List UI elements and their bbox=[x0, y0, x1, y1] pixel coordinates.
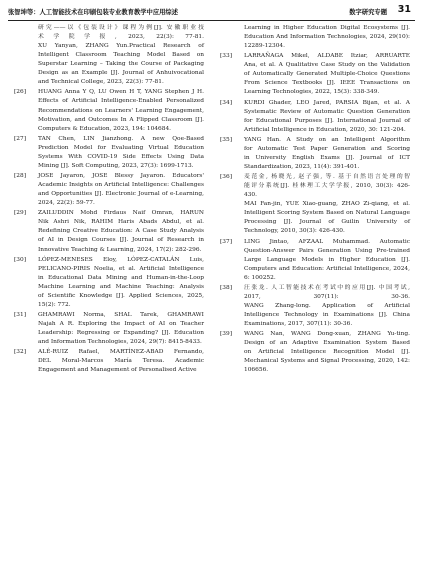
reference-line: MAI Fan-jin, YUE Xiao-guang, ZHAO Zi-qiang, et al. bbox=[244, 201, 410, 208]
header-rule bbox=[8, 20, 415, 21]
reference-line: of Automatically Generated Multiple-Choice Questions bbox=[244, 71, 410, 78]
reference-line: Design of an Adaptive Examination System Based bbox=[244, 340, 410, 347]
reference-line: Recommendations on Learners' Learning Engagement, bbox=[38, 107, 204, 114]
reference-line: Examinations, 2017, 307(11): 30-36. bbox=[244, 321, 353, 328]
reference-line: Intelligent Classroom Teaching Model Based on bbox=[38, 52, 204, 59]
reference-line: for Educational Purposes [J]. International Journal of bbox=[244, 117, 410, 124]
reference-line: and Opportunities [J]. Electronic Journal of e-Learning, bbox=[38, 191, 204, 198]
reference-line: of AI in Design Courses [J]. Journal of Research in bbox=[38, 237, 204, 244]
reference-line: Standardization, 2023, 11(4): 391-401. bbox=[244, 163, 360, 170]
reference-line: and Information Technologies, 2024, 29(7): 8415-8433. bbox=[38, 339, 202, 346]
reference-line: Ana, et al. A Qualitative Case Study on the Validation bbox=[244, 62, 410, 69]
reference-entry bbox=[14, 311, 204, 347]
reference-entry bbox=[14, 172, 204, 208]
reference-line: Artificial Intelligence in Education, 2020, 30: 121-204. bbox=[244, 126, 406, 133]
reference-line: Intelligence Technology in Examinations [J]. China bbox=[244, 312, 410, 319]
reference-line: PELICANO-PIRIS Noelia, et al. Artificial Intelligence bbox=[38, 265, 204, 272]
reference-line: Computers and Education: Artificial Intelligence, 2024, bbox=[244, 265, 410, 272]
reference-line: Mechanical Systems and Signal Processing, 2020, 142: bbox=[244, 358, 410, 365]
reference-line: GHAMRAWI Norma, SHAL Tarek, GHAMRAWI bbox=[38, 312, 204, 319]
reference-line: on Artificial Intelligence Recognition Model [J]. bbox=[244, 349, 410, 356]
reference-line: Mining [J]. Soft Computing, 2023, 27(3): 1699-1713. bbox=[38, 162, 194, 169]
reference-number: [39] bbox=[220, 331, 232, 338]
reference-entry bbox=[220, 238, 410, 283]
references-right-column bbox=[220, 24, 410, 377]
reference-number: [29] bbox=[14, 210, 26, 217]
reference-line: for Automatic Test Paper Generation and Scoring bbox=[244, 145, 410, 152]
reference-line: JOSE Jayaron, JOSE Blessy Jayaron. Educators' bbox=[38, 173, 204, 180]
reference-number: [35] bbox=[220, 136, 232, 143]
reference-line: in Educational Data Mining and Human-in-the-Loop bbox=[38, 274, 204, 281]
reference-entry bbox=[14, 256, 204, 310]
reference-line: Question-Answer Pairs Generation Using Pre-trained bbox=[244, 247, 410, 254]
reference-line: Leadership: Regressing or Expanding? [J]. Education bbox=[38, 330, 204, 337]
reference-line: Motivation, and Outcomes In A Flipped Classroom [J]. bbox=[38, 116, 204, 123]
reference-entry bbox=[220, 24, 410, 51]
reference-line: Education And Information Technologies, 2024, 29(10): bbox=[244, 34, 410, 41]
reference-line: and Technical College, 2023, 22(3): 77-81. bbox=[38, 79, 164, 86]
reference-entry bbox=[220, 173, 410, 236]
reference-entry bbox=[14, 88, 204, 133]
reference-line: 6: 100252. bbox=[244, 274, 276, 281]
reference-line: Machine Learning and Machine Teaching: Analysis bbox=[38, 283, 204, 290]
reference-line: of Scientific Knowledge [J]. Applied Sciences, 2025, bbox=[38, 292, 204, 299]
reference-line: 汪张龙. 人工智能技术在考试中的应用[J]. 中国考试, bbox=[244, 284, 410, 291]
reference-line: LÓPEZ-MENESES Eloy, LÓPEZ-CATALÁN Luis, bbox=[38, 256, 204, 263]
reference-entry bbox=[14, 24, 204, 87]
reference-line: KURDI Ghader, LEO Jared, PARSIA Bijan, et al. A bbox=[244, 99, 410, 106]
reference-line: Computers & Education, 2023, 194: 104684. bbox=[38, 125, 172, 132]
reference-line: Effects of Artificial Intelligence-Enabled Personalized bbox=[38, 98, 204, 105]
reference-line: TAN Chen, LIN Jianzhong. A new Qoe-Based bbox=[38, 135, 204, 142]
reference-line: Design as an Example [J]. Journal of Anhuivocational bbox=[38, 70, 204, 77]
reference-entry bbox=[14, 135, 204, 171]
reference-line: Processing [J]. Journal of Guilin University of bbox=[244, 219, 410, 226]
reference-line: DEL Moral-Marcos María Teresa. Academic bbox=[38, 358, 204, 365]
references-left-column bbox=[14, 24, 204, 377]
reference-number: [34] bbox=[220, 99, 232, 106]
reference-number: [31] bbox=[14, 312, 26, 319]
reference-line: WANG Nan, WANG Dong-xuan, ZHANG Yu-ting. bbox=[244, 331, 410, 338]
reference-entry bbox=[14, 209, 204, 254]
reference-line: LING Jintao, AFZAAL Muhammad. Automatic bbox=[244, 238, 410, 245]
reference-entry bbox=[220, 99, 410, 135]
reference-line: Technology, 2010, 30(3): 426-430. bbox=[244, 228, 345, 235]
reference-line: Intelligent Scoring System Based on Natural Language bbox=[244, 210, 410, 217]
reference-line: Learning in Higher Education Digital Ecosystems [J]. bbox=[244, 25, 410, 31]
reference-line: Large Language Models in Higher Education [J]. bbox=[244, 256, 410, 263]
reference-line: 12289-12304. bbox=[244, 43, 286, 50]
reference-entry bbox=[14, 348, 204, 375]
reference-line: Superstar Learning – Taking the Course of Packaging bbox=[38, 61, 204, 68]
reference-line: XU Yanyan, ZHANG Yun.Practical Research of bbox=[38, 43, 204, 50]
reference-line: WANG Zhang-long. Application of Artificial bbox=[244, 302, 410, 309]
reference-number: [27] bbox=[14, 135, 26, 142]
reference-number: [38] bbox=[220, 284, 232, 291]
reference-line: 术学院学报, 2023, 22(3): 77-81. bbox=[38, 34, 204, 41]
reference-line: Systems With COVID-19 Side Effects Using Data bbox=[38, 153, 204, 160]
reference-number: [36] bbox=[220, 174, 232, 181]
reference-entry bbox=[220, 136, 410, 172]
reference-line: Prediction Model for Evaluating Virtual Education bbox=[38, 144, 204, 151]
reference-line: Innovative Teaching & Learning, 2024, 17(2): 282-296. bbox=[38, 246, 202, 253]
reference-number: [33] bbox=[220, 53, 232, 60]
reference-line: Redefining Creative Education: A Case Study Analysis bbox=[38, 228, 204, 235]
reference-line: 2024, 22(2): 59-77. bbox=[38, 200, 95, 207]
reference-line: YANG Han. A Study on an Intelligent Algorithm bbox=[244, 136, 410, 143]
reference-line: ALÉ-RUIZ Rafael, MARTÍNEZ-ABAD Fernando, bbox=[38, 349, 204, 356]
reference-number: [26] bbox=[14, 89, 26, 96]
reference-entry bbox=[220, 330, 410, 375]
reference-number: [30] bbox=[14, 256, 26, 263]
running-header bbox=[8, 4, 411, 18]
reference-line: Academic Insights on Artificial Intelligence: Challenges bbox=[38, 182, 204, 189]
page-number: 31 bbox=[397, 4, 411, 15]
reference-line: 106656. bbox=[244, 367, 269, 374]
reference-line: HUANG Anna Y Q, LU Owen H T, YANG Stephen J H. bbox=[38, 89, 204, 96]
reference-line: in University English Exams [J]. Journal of ICT bbox=[244, 154, 410, 161]
header-journal-section: 数字研究专题 bbox=[349, 9, 387, 16]
reference-line: Nik Ashri Nik, RAHIM Haris Abads Abdul, et al. bbox=[38, 219, 204, 226]
reference-line: 研究——以《包装设计》课程为例[J]. 安徽职业技 bbox=[38, 25, 204, 31]
reference-line: Systematic Review of Automatic Question Generation bbox=[244, 108, 410, 115]
reference-line: 麦范金, 杨晓光, 赵子强, 等. 基于自然语言处理的智 bbox=[244, 174, 410, 181]
reference-number: [28] bbox=[14, 173, 26, 180]
reference-line: ZAILUDDIN Mohd Firdaus Naif Omran, HARUN bbox=[38, 210, 204, 217]
reference-line: From Science Textbooks [J]. IEEE Transactions on bbox=[244, 80, 410, 87]
reference-line: Engagement and Management of Personalised Active bbox=[38, 367, 197, 374]
reference-line: Learning Technologies, 2022, 15(3): 338-349. bbox=[244, 89, 380, 96]
reference-number: [32] bbox=[14, 349, 26, 356]
reference-line: LARRAÑAGA Mikel, ALDABE Itziar, ARRUARTE bbox=[244, 53, 410, 60]
reference-line: 2017, 307(11): 30-36. bbox=[244, 293, 410, 300]
reference-entry bbox=[220, 284, 410, 329]
reference-entry bbox=[220, 52, 410, 97]
header-authors-title: 张智坤等：人工智能技术在印刷包装专业教育教学中应用综述 bbox=[8, 9, 179, 16]
reference-line: 能评分系统[J]. 桂林理工大学学报, 2010, 30(3): 426- bbox=[244, 183, 410, 190]
reference-number: [37] bbox=[220, 238, 232, 245]
reference-line: Najah A R. Exploring the Impact of AI on Teacher bbox=[38, 321, 204, 328]
reference-line: 15(2): 772. bbox=[38, 301, 71, 308]
reference-line: 430. bbox=[244, 192, 258, 199]
